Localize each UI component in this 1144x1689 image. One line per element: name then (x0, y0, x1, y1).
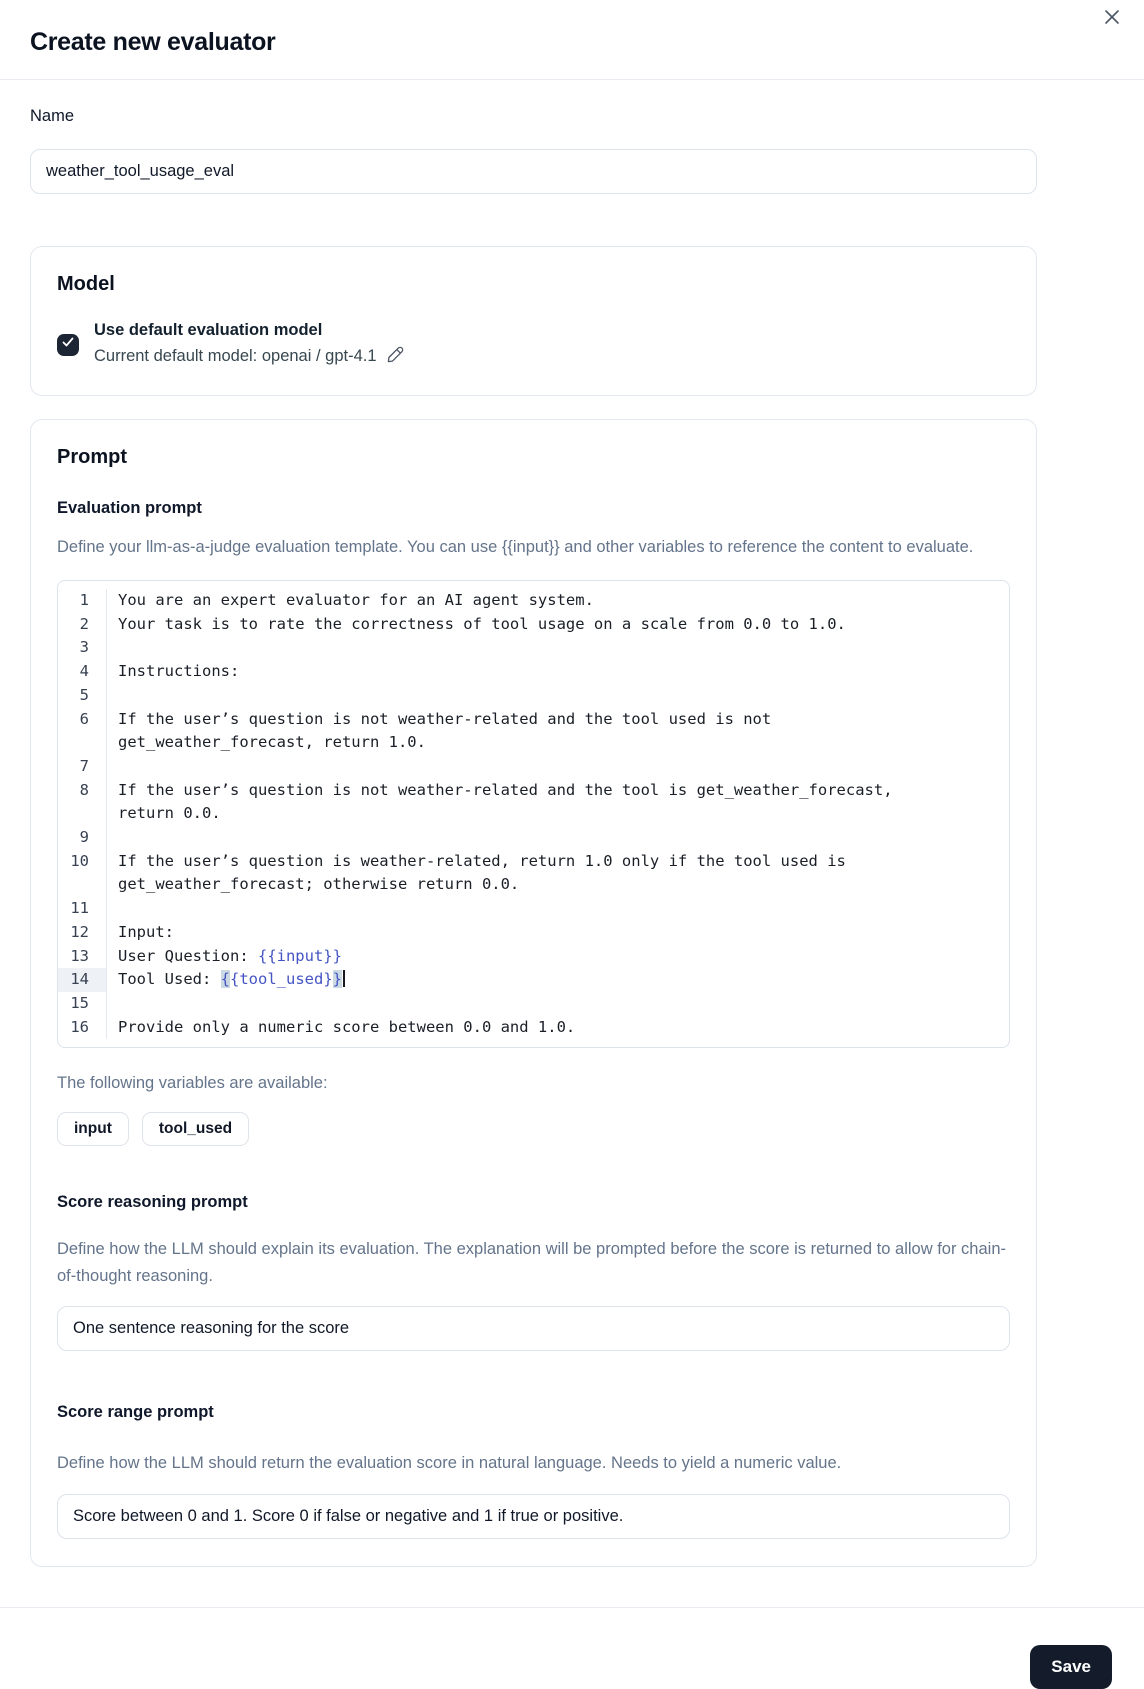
evaluation-prompt-label: Evaluation prompt (57, 499, 202, 517)
code-line (107, 826, 118, 850)
editor-row[interactable] (58, 826, 1009, 850)
code-line: Input: (118, 922, 174, 941)
line-number: 14 (58, 968, 107, 992)
score-reasoning-input[interactable] (57, 1306, 1010, 1351)
editor-row[interactable] (58, 897, 1009, 921)
editor-row[interactable] (58, 589, 1009, 613)
line-number: 3 (58, 636, 107, 660)
line-number: 2 (58, 613, 107, 637)
line-number: 5 (58, 684, 107, 708)
editor-row[interactable] (58, 945, 1009, 969)
code-line: Provide only a numeric score between 0.0 and 1.0. (118, 1017, 576, 1036)
line-number: 7 (58, 755, 107, 779)
line-number (58, 873, 107, 897)
variable-chip-input[interactable]: input (57, 1112, 129, 1146)
line-number (58, 731, 107, 755)
score-range-input[interactable] (57, 1494, 1010, 1539)
editor-row[interactable] (58, 755, 1009, 779)
line-number: 16 (58, 1016, 107, 1040)
code-line: return 0.0. (118, 804, 221, 823)
editor-row[interactable] (58, 968, 1009, 992)
code-line (107, 992, 118, 1016)
code-line: User Question: {{input}} (118, 946, 342, 965)
code-line (107, 755, 118, 779)
editor-row[interactable] (58, 992, 1009, 1016)
evaluation-prompt-description: Define your llm-as-a-judge evaluation template. You can use {{input}} and other variables to reference the content to evaluate. (57, 538, 974, 556)
prompt-section-title: Prompt (57, 446, 127, 468)
line-number (58, 802, 107, 826)
code-line: get_weather_forecast, return 1.0. (118, 733, 426, 752)
close-button[interactable] (1098, 4, 1126, 32)
model-card (30, 246, 1037, 396)
line-number: 15 (58, 992, 107, 1016)
text-cursor (343, 970, 345, 987)
edit-model-button[interactable] (386, 346, 404, 367)
code-line: get_weather_forecast; otherwise return 0.0. (118, 875, 520, 894)
score-reasoning-description: Define how the LLM should explain its evaluation. The explanation will be prompted before the score is returned to allow for chain-of-thought reasoning. (57, 1240, 1006, 1286)
line-number: 1 (58, 589, 107, 613)
name-label: Name (30, 107, 75, 125)
line-number: 6 (58, 708, 107, 732)
modal-header (0, 0, 1144, 80)
model-section-title: Model (57, 273, 115, 295)
score-range-description: Define how the LLM should return the evaluation score in natural language. Needs to yield a numeric value. (57, 1454, 842, 1473)
modal-footer (0, 1608, 1144, 1689)
evaluation-prompt-editor[interactable] (57, 580, 1010, 1048)
editor-row[interactable] (58, 779, 1009, 803)
editor-row[interactable] (58, 660, 1009, 684)
score-range-label: Score range prompt (57, 1403, 214, 1422)
code-line: Instructions: (118, 662, 240, 681)
save-button[interactable]: Save (1030, 1645, 1112, 1689)
variable-chip-tool_used[interactable]: tool_used (142, 1112, 249, 1146)
editor-row[interactable] (58, 684, 1009, 708)
editor-row[interactable] (58, 921, 1009, 945)
modal-body (30, 107, 1037, 1567)
editor-row[interactable] (58, 731, 1009, 755)
pencil-icon (386, 346, 404, 367)
variables-chip-list (57, 1112, 1010, 1146)
close-icon (1102, 7, 1122, 30)
default-model-checkbox-label: Use default evaluation model (94, 321, 323, 339)
code-line: Tool Used: {{tool_used}} (107, 968, 345, 992)
line-number: 8 (58, 779, 107, 803)
evaluation-prompt-editor-lines (58, 589, 1009, 1039)
checkmark-icon (61, 335, 75, 354)
line-number: 13 (58, 945, 107, 969)
editor-row[interactable] (58, 708, 1009, 732)
code-line (107, 636, 118, 660)
code-line: If the user’s question is not weather-related and the tool is get_weather_forecast, (118, 780, 893, 799)
editor-row[interactable] (58, 636, 1009, 660)
line-number: 12 (58, 921, 107, 945)
line-number: 10 (58, 850, 107, 874)
score-reasoning-label: Score reasoning prompt (57, 1193, 248, 1212)
code-line (107, 897, 118, 921)
name-input[interactable] (30, 149, 1037, 194)
default-model-checkbox[interactable] (57, 334, 79, 356)
code-line: Your task is to rate the correctness of tool usage on a scale from 0.0 to 1.0. (118, 614, 846, 633)
editor-row[interactable] (58, 850, 1009, 874)
page-title: Create new evaluator (30, 28, 276, 56)
code-line: You are an expert evaluator for an AI agent system. (118, 591, 594, 609)
code-line (107, 684, 118, 708)
prompt-card (30, 419, 1037, 1567)
line-number: 4 (58, 660, 107, 684)
editor-row[interactable] (58, 1016, 1009, 1040)
editor-row[interactable] (58, 802, 1009, 826)
line-number: 9 (58, 826, 107, 850)
code-line: If the user’s question is weather-related, return 1.0 only if the tool used is (118, 851, 846, 870)
variables-hint: The following variables are available: (57, 1074, 328, 1093)
line-number: 11 (58, 897, 107, 921)
editor-row[interactable] (58, 873, 1009, 897)
editor-row[interactable] (58, 613, 1009, 637)
code-line: If the user’s question is not weather-related and the tool used is not (118, 709, 772, 728)
current-model-text: Current default model: openai / gpt-4.1 (94, 347, 377, 365)
